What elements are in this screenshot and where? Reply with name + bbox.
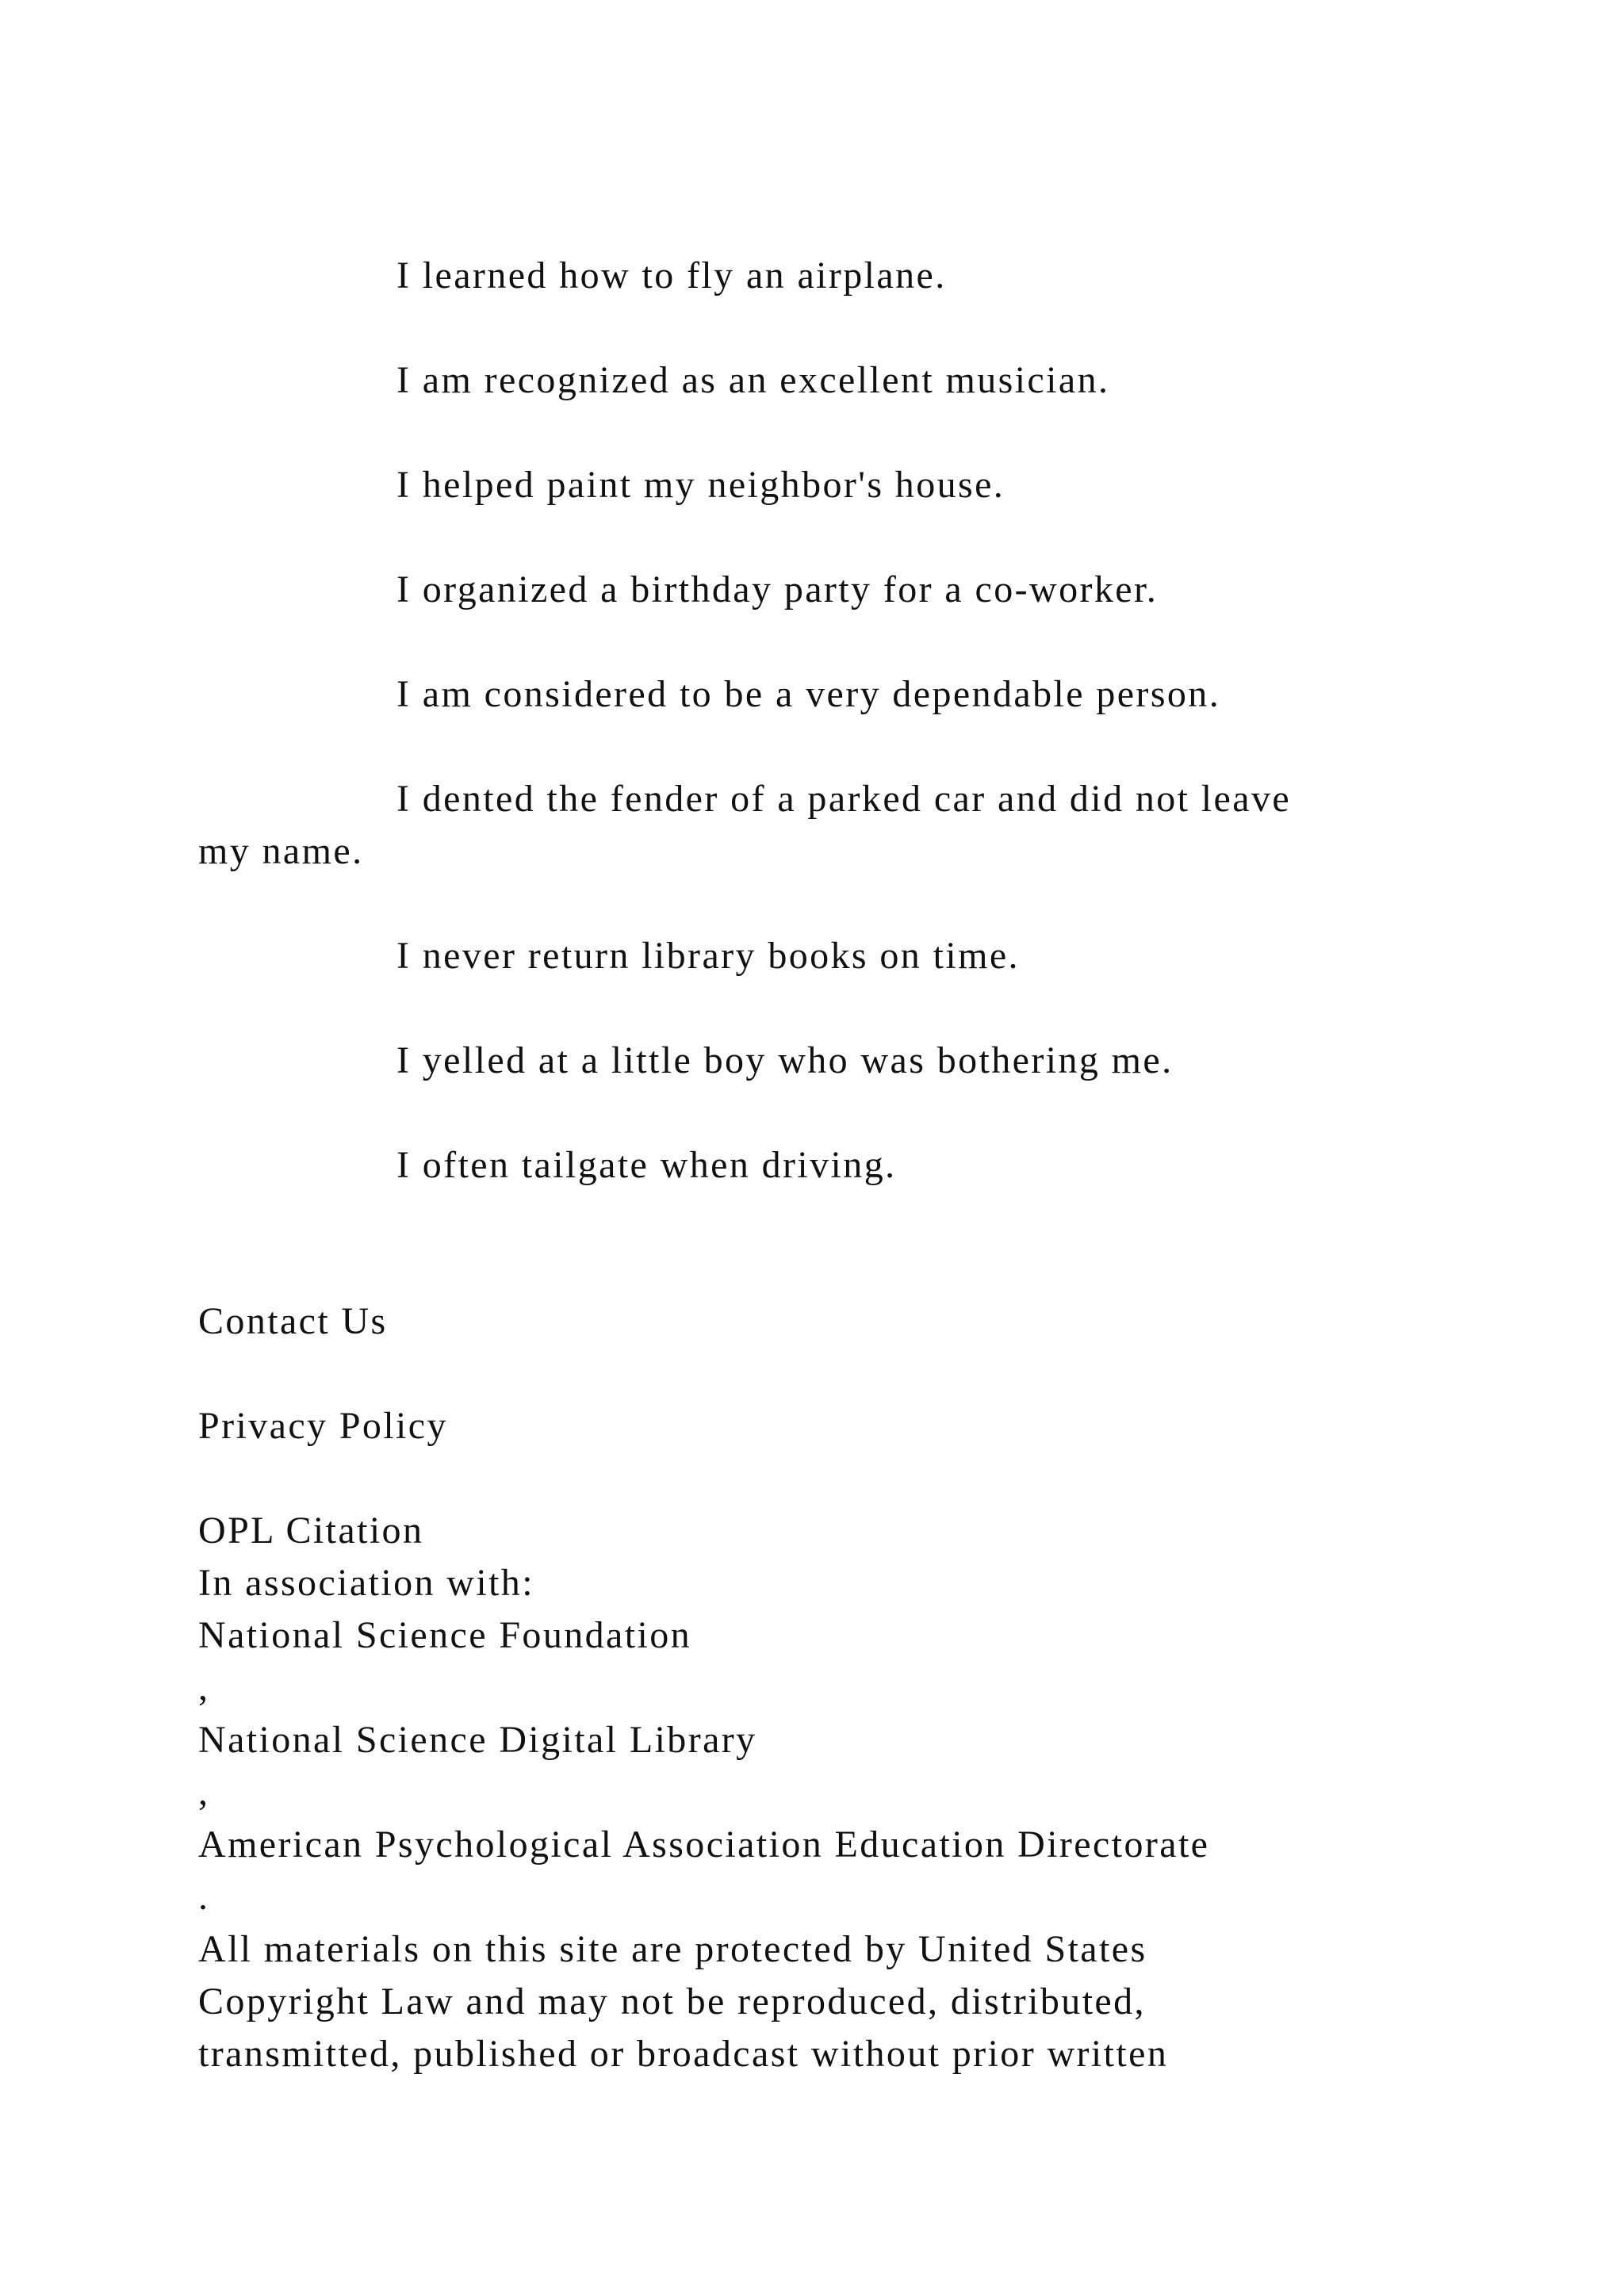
nsdl-link[interactable]: National Science Digital Library [198,1719,757,1761]
statement-yelled: I yelled at a little boy who was bothering me. [396,1039,1174,1081]
statement-fly-airplane: I learned how to fly an airplane. [396,254,947,297]
copyright-line-3: transmitted, published or broadcast without prior written [198,2033,1169,2075]
association-label: In association with: [198,1562,534,1604]
nsf-link[interactable]: National Science Foundation [198,1614,692,1656]
statement-library-books: I never return library books on time. [396,935,1020,977]
separator-comma-2: , [198,1771,210,1813]
statement-paint-house: I helped paint my neighbor's house. [396,464,1005,506]
statement-tailgate: I often tailgate when driving. [396,1144,897,1186]
copyright-line-2: Copyright Law and may not be reproduced, distributed, [198,1980,1146,2022]
statement-birthday-party: I organized a birthday party for a co-worker. [396,568,1159,610]
statement-musician: I am recognized as an excellent musician. [396,359,1110,401]
separator-period: . [198,1876,210,1918]
statement-dented-fender: I dented the fender of a parked car and did not leave [396,778,1292,820]
statement-dented-fender-continued: my name. [198,830,364,872]
opl-citation-link[interactable]: OPL Citation [198,1510,424,1552]
contact-us-link[interactable]: Contact Us [198,1300,388,1342]
separator-comma-1: , [198,1667,210,1709]
apa-education-directorate-link[interactable]: American Psychological Association Education Directorate [198,1823,1210,1866]
statement-dependable: I am considered to be a very dependable person. [396,673,1221,715]
copyright-line-1: All materials on this site are protected by United States [198,1928,1147,1970]
privacy-policy-link[interactable]: Privacy Policy [198,1405,448,1447]
